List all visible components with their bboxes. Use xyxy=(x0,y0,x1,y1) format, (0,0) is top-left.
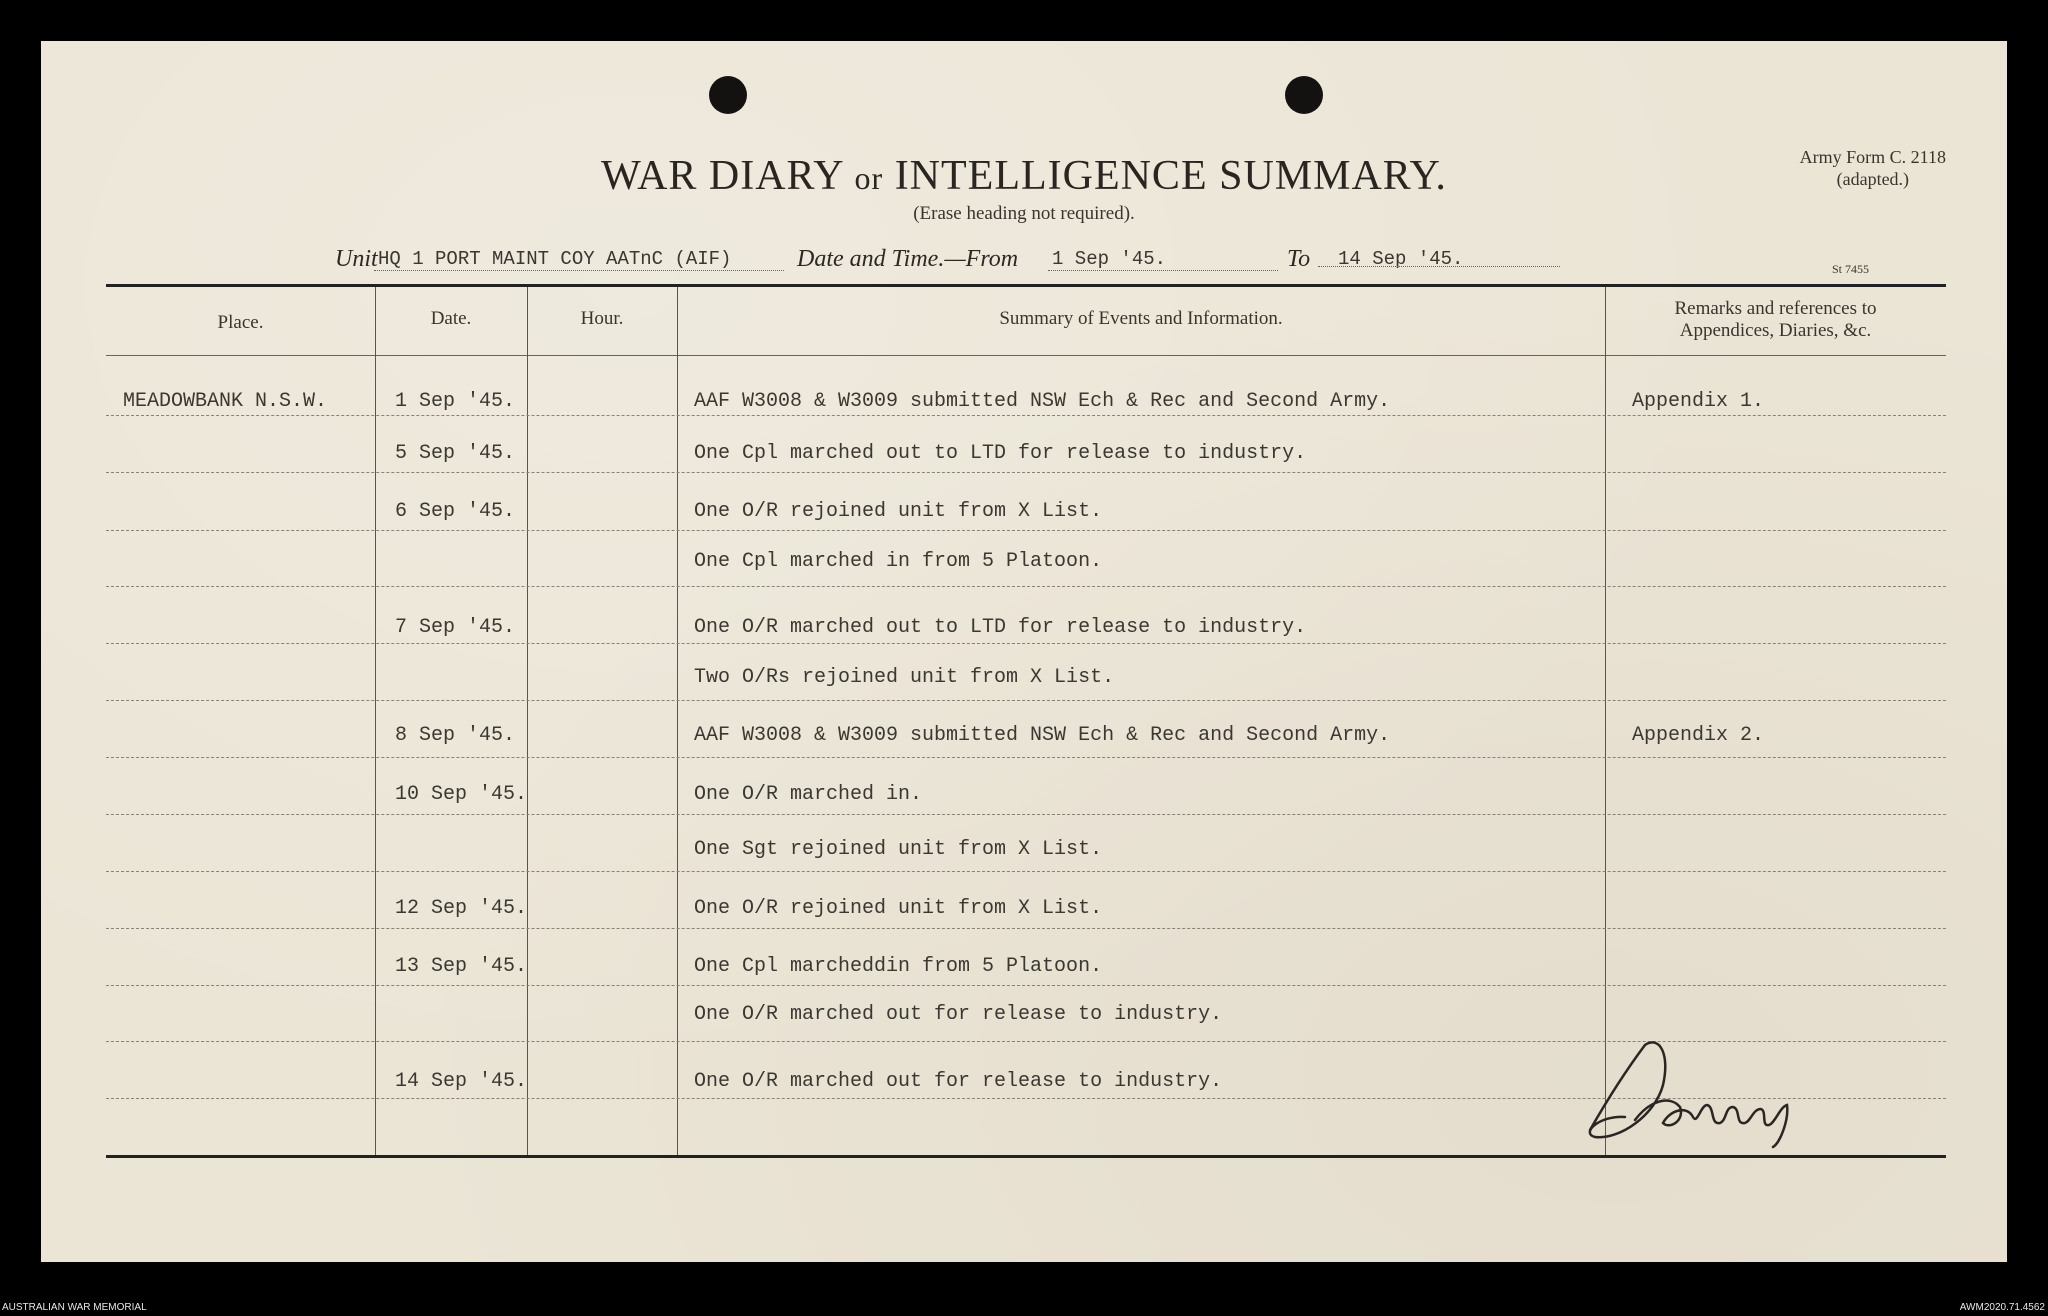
page-subtitle: (Erase heading not required). xyxy=(913,203,1135,224)
entry-date: 13 Sep '45. xyxy=(395,955,528,978)
entry-summary: One Cpl marched out to LTD for release to industry. xyxy=(694,442,1307,465)
entry-row-rule xyxy=(106,586,1946,587)
entry-row-rule xyxy=(106,472,1946,473)
table-bottom-rule xyxy=(106,1155,1946,1158)
entry-row-rule xyxy=(106,530,1946,531)
entry-date: 5 Sep '45. xyxy=(395,442,516,465)
from-value: 1 Sep '45. xyxy=(1052,248,1167,270)
form-reference xyxy=(1800,146,1946,190)
col-divider-3 xyxy=(677,287,678,1155)
header-rule xyxy=(106,355,1946,356)
entry-row-rule xyxy=(106,415,1946,416)
footer-right: AWM2020.71.4562 xyxy=(1959,1302,2045,1313)
col-header-remarks-line1: Remarks and references to xyxy=(1674,298,1877,319)
unit-label: Unit xyxy=(335,246,378,272)
entry-summary: One O/R rejoined unit from X List. xyxy=(694,500,1103,523)
entry-summary: One O/R marched out for release to industry. xyxy=(694,1003,1223,1026)
col-header-place: Place. xyxy=(217,312,264,333)
signature xyxy=(1575,1025,1815,1150)
footer-left: AUSTRALIAN WAR MEMORIAL xyxy=(2,1302,147,1313)
col-header-hour: Hour. xyxy=(580,308,624,329)
entry-row-rule xyxy=(106,871,1946,872)
entry-date: 12 Sep '45. xyxy=(395,897,528,920)
entry-summary: One O/R rejoined unit from X List. xyxy=(694,897,1103,920)
punch-hole-left xyxy=(709,76,747,114)
col-header-remarks xyxy=(1605,298,1946,342)
entry-row-rule xyxy=(106,985,1946,986)
entry-remarks: Appendix 2. xyxy=(1632,724,1765,747)
col-header-date: Date. xyxy=(430,308,472,329)
entry-date: 10 Sep '45. xyxy=(395,783,528,806)
entry-row-rule xyxy=(106,814,1946,815)
unit-value: HQ 1 PORT MAINT COY AATnC (AIF) xyxy=(378,248,732,270)
page-title xyxy=(0,152,2048,200)
date-label: Date and Time.—From xyxy=(797,246,1019,272)
entry-place: MEADOWBANK N.S.W. xyxy=(123,390,328,413)
entry-summary: AAF W3008 & W3009 submitted NSW Ech & Rec and Second Army. xyxy=(694,724,1391,747)
title-or: or xyxy=(854,160,884,196)
form-ref-line1: Army Form C. 2118 xyxy=(1799,147,1946,167)
entry-summary: One Sgt rejoined unit from X List. xyxy=(694,838,1103,861)
to-dotted-line xyxy=(1318,266,1560,267)
entry-summary: One O/R marched out to LTD for release to industry. xyxy=(694,616,1307,639)
entry-date: 8 Sep '45. xyxy=(395,724,516,747)
table-top-rule xyxy=(106,284,1946,287)
entry-remarks: Appendix 1. xyxy=(1632,390,1765,413)
entry-summary: One Cpl marched in from 5 Platoon. xyxy=(694,550,1103,573)
entry-row-rule xyxy=(106,700,1946,701)
entry-date: 6 Sep '45. xyxy=(395,500,516,523)
col-divider-2 xyxy=(527,287,528,1155)
punch-hole-right xyxy=(1285,76,1323,114)
entry-summary: AAF W3008 & W3009 submitted NSW Ech & Rec and Second Army. xyxy=(694,390,1391,413)
entry-summary: One O/R marched out for release to industry. xyxy=(694,1070,1223,1093)
to-label: To xyxy=(1287,246,1311,272)
to-value: 14 Sep '45. xyxy=(1338,248,1464,270)
entry-date: 1 Sep '45. xyxy=(395,390,516,413)
entry-date: 7 Sep '45. xyxy=(395,616,516,639)
entry-date: 14 Sep '45. xyxy=(395,1070,528,1093)
entry-summary: One Cpl marcheddin from 5 Platoon. xyxy=(694,955,1103,978)
entry-row-rule xyxy=(106,643,1946,644)
stock-number: St 7455 xyxy=(1832,262,1870,276)
entry-row-rule xyxy=(106,757,1946,758)
entry-summary: One O/R marched in. xyxy=(694,783,923,806)
title-end: INTELLIGENCE SUMMARY. xyxy=(894,153,1447,199)
col-divider-1 xyxy=(375,287,376,1155)
col-header-summary: Summary of Events and Information. xyxy=(999,308,1283,329)
from-dotted-line xyxy=(1048,270,1278,271)
col-header-remarks-line2: Appendices, Diaries, &c. xyxy=(1679,320,1872,341)
entry-summary: Two O/Rs rejoined unit from X List. xyxy=(694,666,1115,689)
unit-dotted-line xyxy=(374,270,784,271)
form-ref-line2: (adapted.) xyxy=(1836,169,1910,189)
entry-row-rule xyxy=(106,928,1946,929)
title-main: WAR DIARY xyxy=(601,153,844,199)
